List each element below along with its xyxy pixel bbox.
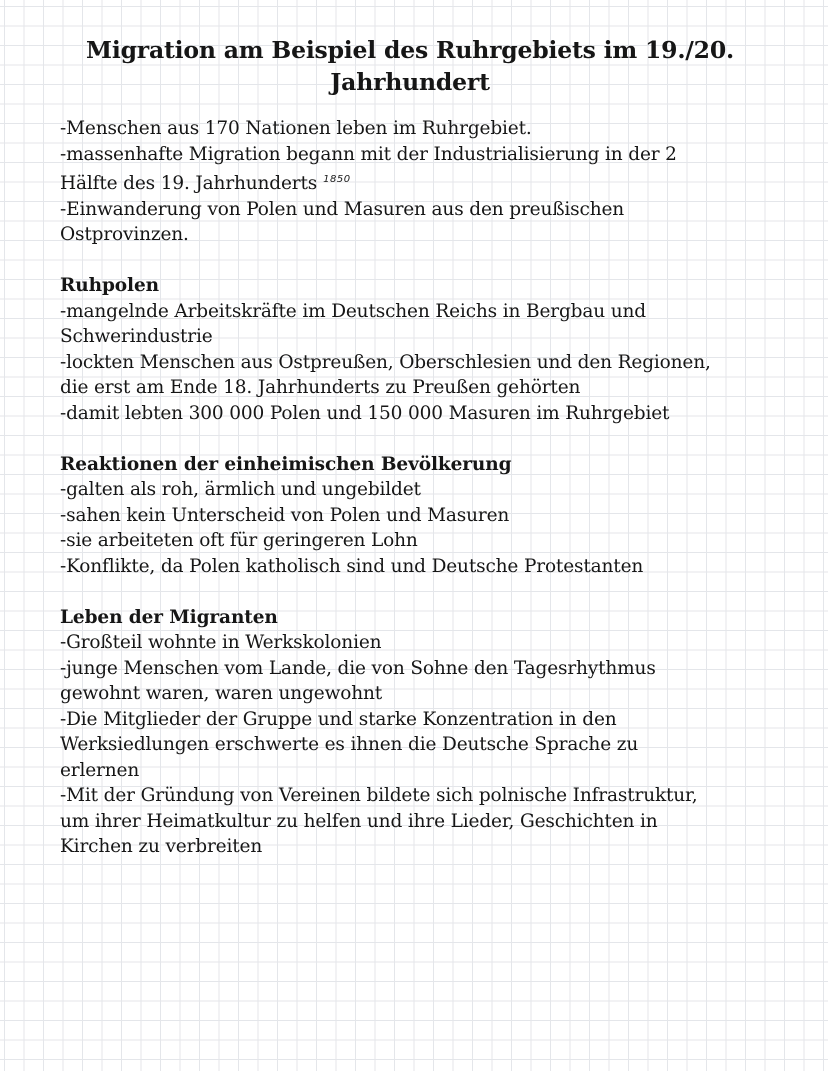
text-line: -mangelnde Arbeitskräfte im Deutschen Reichs in Bergbau und: [60, 300, 646, 322]
intro-section: [60, 116, 760, 248]
text-line: -massenhafte Migration begann mit der Industrialisierung in der 2: [60, 143, 677, 165]
text-line: gewohnt waren, waren ungewohnt: [60, 683, 383, 704]
text-line: -junge Menschen vom Lande, die von Sohne den Tagesrhythmus: [60, 657, 656, 679]
text-line: um ihrer Heimatkultur zu helfen und ihre Lieder, Geschichten in: [60, 810, 658, 832]
section-heading: Reaktionen der einheimischen Bevölkerung: [60, 453, 512, 475]
text-line: -lockten Menschen aus Ostpreußen, Oberschlesien und den Regionen,: [60, 351, 711, 373]
text-line: Schwerindustrie: [60, 326, 213, 347]
text-line: erlernen: [60, 759, 140, 781]
section-heading: Ruhpolen: [60, 275, 159, 296]
notes-content: [60, 34, 760, 885]
text-line: [60, 167, 760, 197]
text-line: -Großteil wohnte in Werkskolonien: [60, 632, 382, 653]
text-line: Werksiedlungen erschwerte es ihnen die Deutsche Sprache zu: [60, 734, 639, 755]
text-line: -Mit der Gründung von Vereinen bildete sich polnische Infrastruktur,: [60, 785, 698, 806]
text-line: Ostprovinzen.: [60, 224, 189, 245]
text-line: -sahen kein Unterscheid von Polen und Masuren: [60, 504, 510, 526]
text-line: -sie arbeiteten oft für geringeren Lohn: [60, 530, 418, 551]
text-line: -Menschen aus 170 Nationen leben im Ruhrgebiet.: [60, 118, 532, 139]
section-reaktionen: [60, 452, 760, 580]
section-heading: Leben der Migranten: [60, 606, 278, 628]
section-leben: [60, 605, 760, 860]
text-line: -damit lebten 300 000 Polen und 150 000 Masuren im Ruhrgebiet: [60, 402, 670, 424]
text-line: -galten als roh, ärmlich und ungebildet: [60, 479, 421, 500]
text-line: -Einwanderung von Polen und Masuren aus den preußischen: [60, 198, 625, 220]
text-line-content: Hälfte des 19. Jahrhunderts: [60, 173, 318, 194]
text-line: Kirchen zu verbreiten: [60, 836, 263, 857]
section-ruhpolen: [60, 273, 760, 426]
text-line: die erst am Ende 18. Jahrhunderts zu Preußen gehörten: [60, 377, 581, 398]
text-line: -Konflikte, da Polen katholisch sind und Deutsche Protestanten: [60, 555, 644, 577]
handwritten-year-note: 1850: [323, 174, 351, 185]
text-line: -Die Mitglieder der Gruppe und starke Konzentration in den: [60, 708, 617, 730]
page-title: Migration am Beispiel des Ruhrgebiets im 19./20. Jahrhundert: [86, 36, 734, 96]
